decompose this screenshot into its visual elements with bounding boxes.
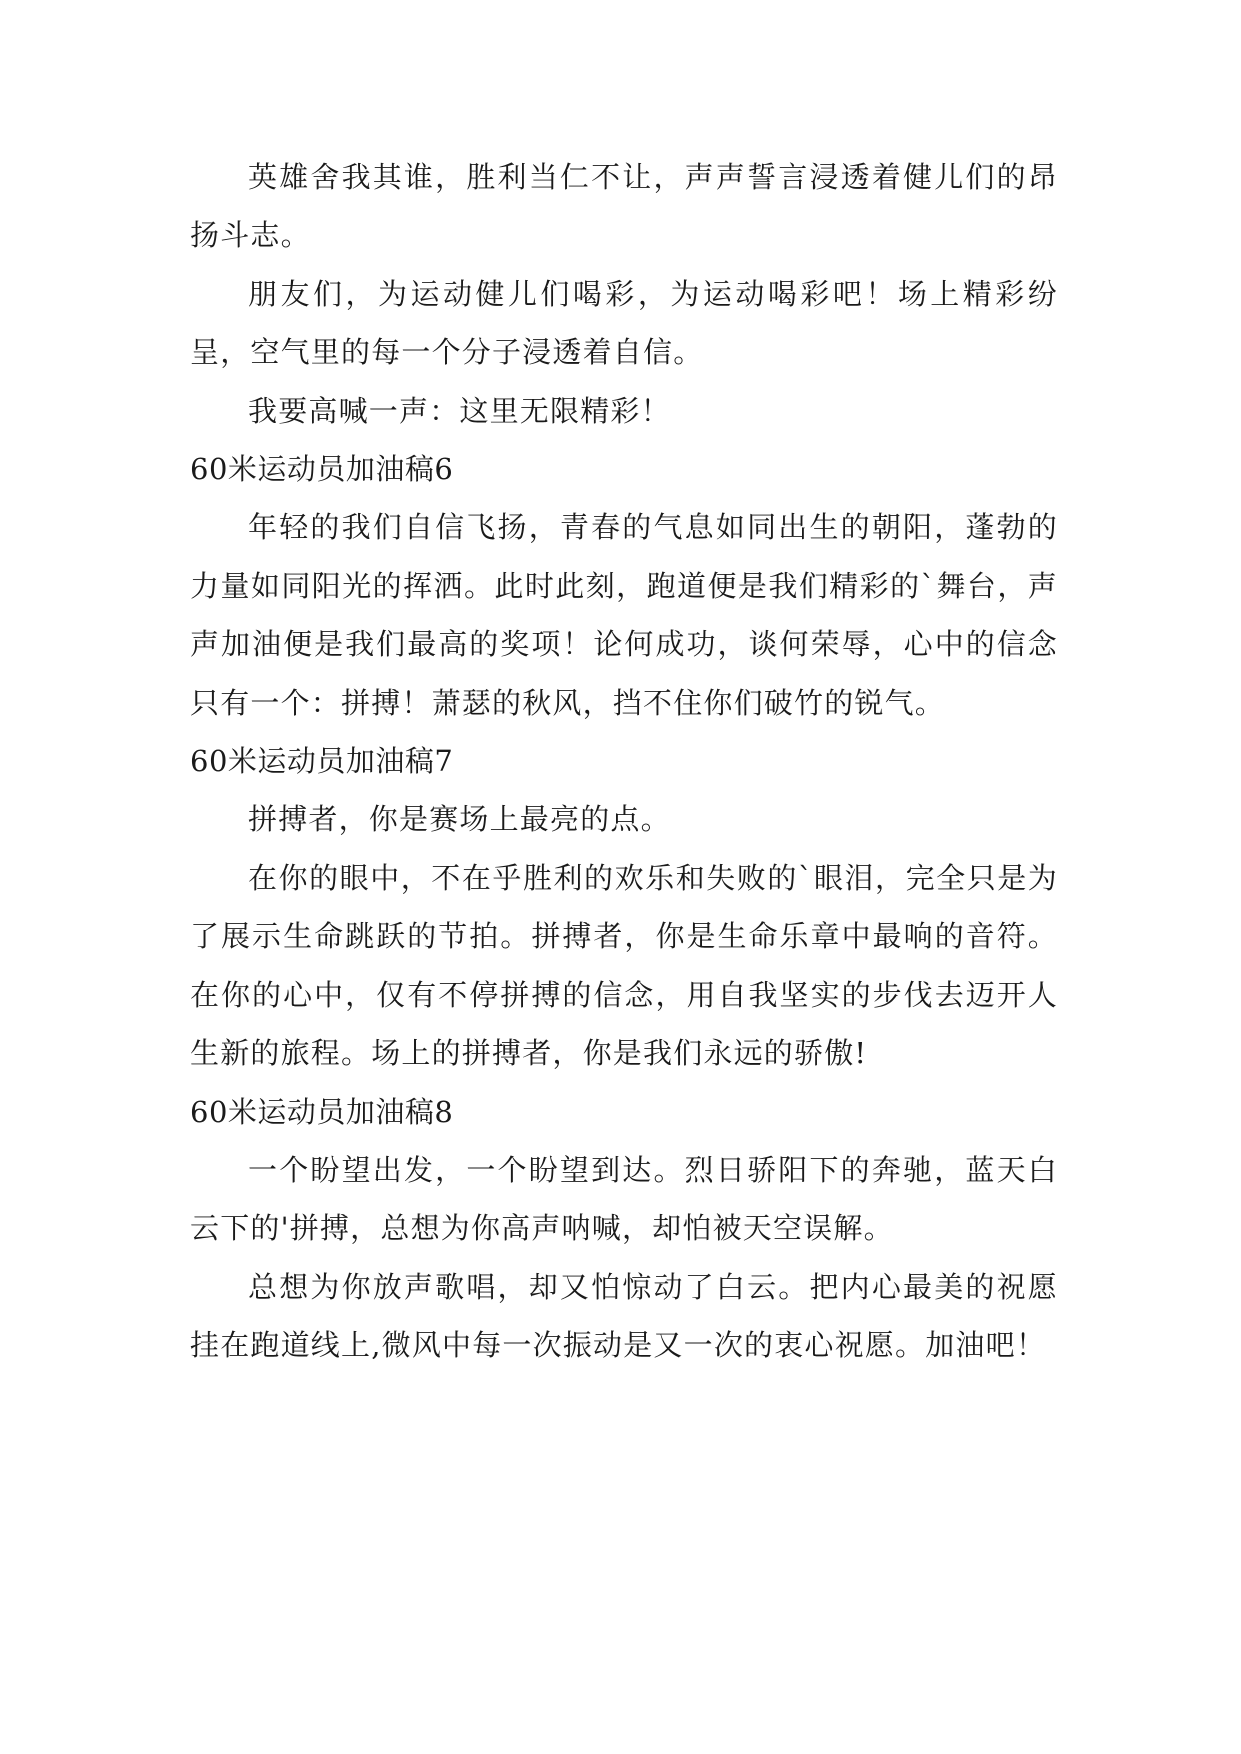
paragraph: 英雄舍我其谁，胜利当仁不让，声声誓言浸透着健儿们的昂扬斗志。 — [190, 160, 1058, 253]
section-heading: 60米运动员加油稿6 — [190, 452, 454, 487]
paragraph: 拼搏者，你是赛场上最亮的点。 — [248, 802, 671, 837]
paragraph: 一个盼望出发，一个盼望到达。烈日骄阳下的奔驰，蓝天白云下的'拼搏，总想为你高声呐喊，却怕被天空误解。 — [190, 1152, 1058, 1246]
document-page — [190, 148, 1058, 1375]
section-heading: 60米运动员加油稿8 — [190, 1094, 454, 1129]
paragraph: 总想为你放声歌唱，却又怕惊动了白云。把内心最美的祝愿挂在跑道线上,微风中每一次振动是又一次的衷心祝愿。加油吧！ — [190, 1269, 1058, 1363]
paragraph: 在你的眼中，不在乎胜利的欢乐和失败的`眼泪，完全只是为了展示生命跳跃的节拍。拼搏者，你是生命乐章中最响的音符。在你的心中，仅有不停拼搏的信念，用自我坚实的步伐去迈开人生新的旅程。场上的拼搏者，你是我们永远的骄傲! — [190, 860, 1058, 1071]
paragraph: 年轻的我们自信飞扬，青春的气息如同出生的朝阳，蓬勃的力量如同阳光的挥洒。此时此刻，跑道便是我们精彩的`舞台，声声加油便是我们最高的奖项！论何成功，谈何荣辱，心中的信念只有一个：拼搏！萧瑟的秋风，挡不住你们破竹的锐气。 — [190, 510, 1058, 720]
paragraph: 朋友们，为运动健儿们喝彩，为运动喝彩吧！场上精彩纷呈，空气里的每一个分子浸透着自信。 — [190, 276, 1058, 370]
paragraph: 我要高喊一声：这里无限精彩！ — [248, 393, 671, 428]
section-heading: 60米运动员加油稿7 — [190, 744, 454, 779]
